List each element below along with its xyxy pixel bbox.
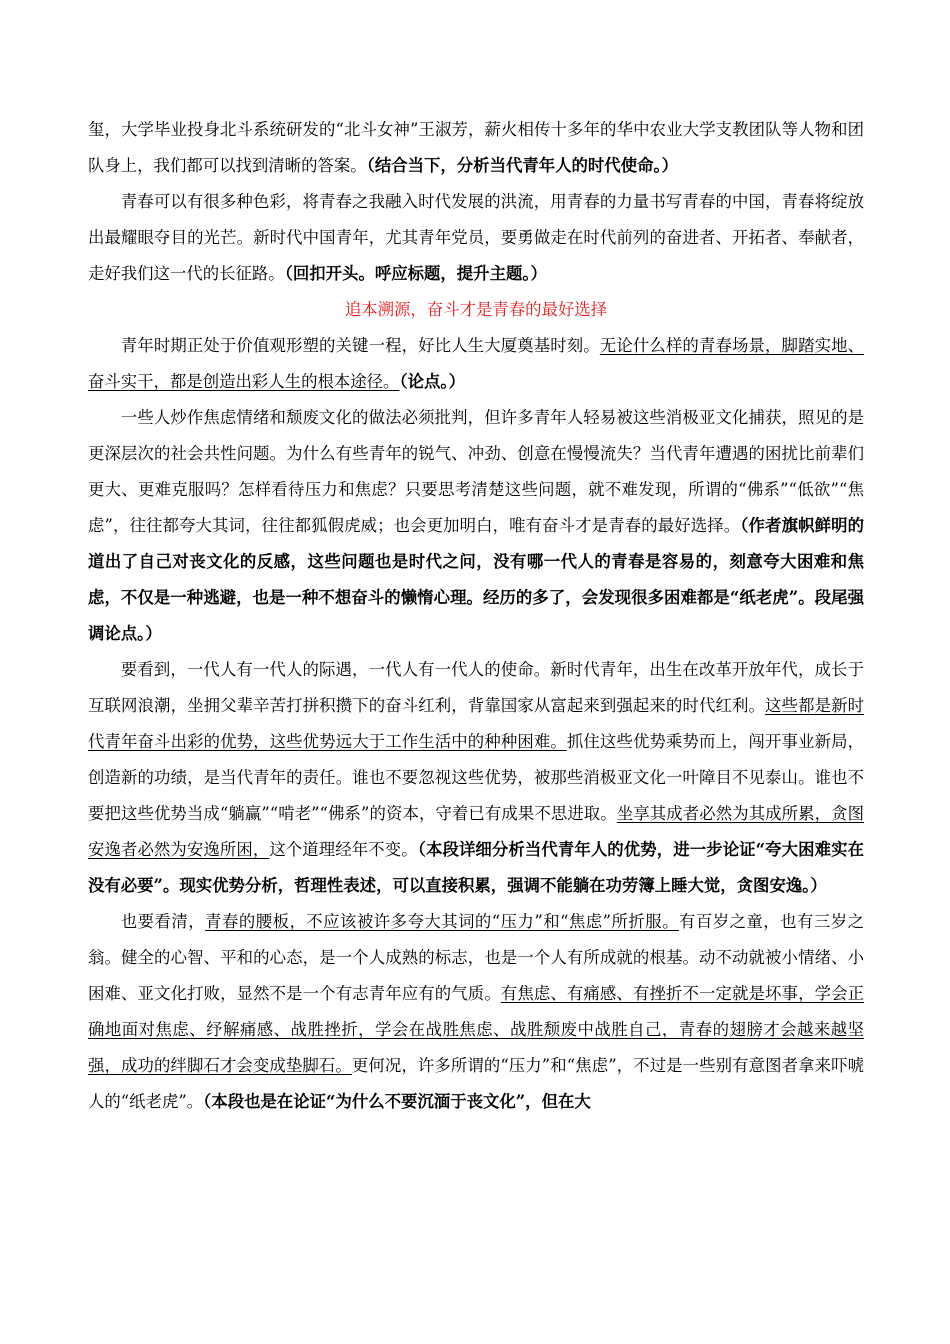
paragraph-text: 更何况，许多所谓的“压力”和“焦虑”，不过是一些别有意图者拿来吓唬人的“纸老虎”。	[88, 1056, 864, 1111]
paragraph-6	[88, 904, 864, 1120]
paragraph-text: 青年时期正处于价值观形塑的关键一程，好比人生大厦奠基时刻。	[120, 336, 600, 355]
paragraph-text: 要看到，一代人有一代人的际遇，一代人有一代人的使命。新时代青年，出生在改革开放年代，成长于互联网浪潮，坐拥父辈辛苦打拼积攒下的奋斗红利，背靠国家从富起来到强起来的时代红利。	[88, 660, 864, 715]
paragraph-3	[88, 328, 864, 400]
paragraph-text: 这个道理经年不变。	[269, 840, 418, 859]
annotation-note: （回扣开头。呼应标题，提升主题。）	[284, 264, 547, 283]
paragraph-text: 抓住这些优势乘势而上，闯开事业新局，创造新的功绩，是当代青年的责任。谁也不要忽视这些优势，被那些消极亚文化一叶障目不见泰山。谁也不要把这些优势当成“躺赢”“啃老”“佛系”的资本，守着已有成果不思进取。	[88, 732, 865, 823]
paragraph-text: 一些人炒作焦虑情绪和颓废文化的做法必须批判，但许多青年人轻易被这些消极亚文化捕获，照见的是更深层次的社会共性问题。为什么有些青年的锐气、冲劲、创意在慢慢流失？当代青年遭遇的困扰比前辈们更大、更难克服吗？怎样看待压力和焦虑？只要思考清楚这些问题，就不难发现，所谓的“佛系”“低欲”“焦虑”，往往都夸大其词，往往都狐假虎威；也会更加明白，唯有奋斗才是青春的最好选择。	[88, 408, 864, 535]
paragraph-text: 有百岁之童，也有三岁之翁。健全的心智、平和的心态，是一个人成熟的标志，也是一个人有所成就的根基。动不动就被小情绪、小困难、亚文化打败，显然不是一个有志青年应有的气质。	[88, 912, 865, 1003]
annotation-note: （结合当下，分析当代青年人的时代使命。）	[366, 156, 679, 175]
underlined-sentence: 青春的腰板，不应该被许多夸大其词的“压力”和“焦虑”所折服。	[205, 912, 679, 931]
annotation-note: （作者旗帜鲜明的道出了自己对丧文化的反感，这些问题也是时代之问，没有哪一代人的青春是容易的，刻意夸大困难和焦虑，不仅是一种逃避，也是一种不想奋斗的懒惰心理。经历的多了，会发现很多困难都是“纸老虎”。段尾强调论点。）	[88, 516, 864, 643]
underlined-sentence: 坐享其成者必然为其成所累，贪图安逸者必然为安逸所困，	[88, 804, 865, 859]
paragraph-text: 玺，大学毕业投身北斗系统研发的“北斗女神”王淑芳，薪火相传十多年的华中农业大学支教团队等人物和团队身上，我们都可以找到清晰的答案。	[88, 120, 864, 175]
annotation-note: （本段详细分析当代青年人的优势，进一步论证“夸大困难实在没有必要”。现实优势分析，哲理性表述，可以直接积累，强调不能躺在功劳簿上睡大觉，贪图安逸。）	[88, 840, 864, 895]
underlined-thesis: 无论什么样的青春场景，脚踏实地、奋斗实干，都是创造出彩人生的根本途径。	[88, 336, 865, 391]
paragraph-1	[88, 112, 864, 184]
underlined-sentence: 这些都是新时代青年奋斗出彩的优势，这些优势远大于工作生活中的种种困难。	[88, 696, 865, 751]
document-page	[88, 112, 864, 1120]
paragraph-text: 也要看清，	[120, 912, 206, 931]
annotation-note: （本段也是在论证“为什么不要沉湎于丧文化”，但在大	[203, 1092, 591, 1111]
underlined-sentence: 有焦虑、有痛感、有挫折不一定就是坏事，学会正确地面对焦虑、纾解痛感、战胜挫折，学会在战胜焦虑、战胜颓废中战胜自己，青春的翅膀才会越来越坚强，成功的绊脚石才会变成垫脚石。	[88, 984, 865, 1075]
annotation-note: （论点。）	[399, 372, 465, 391]
paragraph-text: 青春可以有很多种色彩，将青春之我融入时代发展的洪流，用青春的力量书写青春的中国，青春将绽放出最耀眼夺目的光芒。新时代中国青年，尤其青年党员，要勇做走在时代前列的奋进者、开拓者、奉献者，走好我们这一代的长征路。	[88, 192, 864, 283]
paragraph-2	[88, 184, 864, 292]
paragraph-4	[88, 400, 864, 652]
section-title: 追本溯源，奋斗才是青春的最好选择	[344, 300, 608, 319]
paragraph-5	[88, 652, 864, 904]
